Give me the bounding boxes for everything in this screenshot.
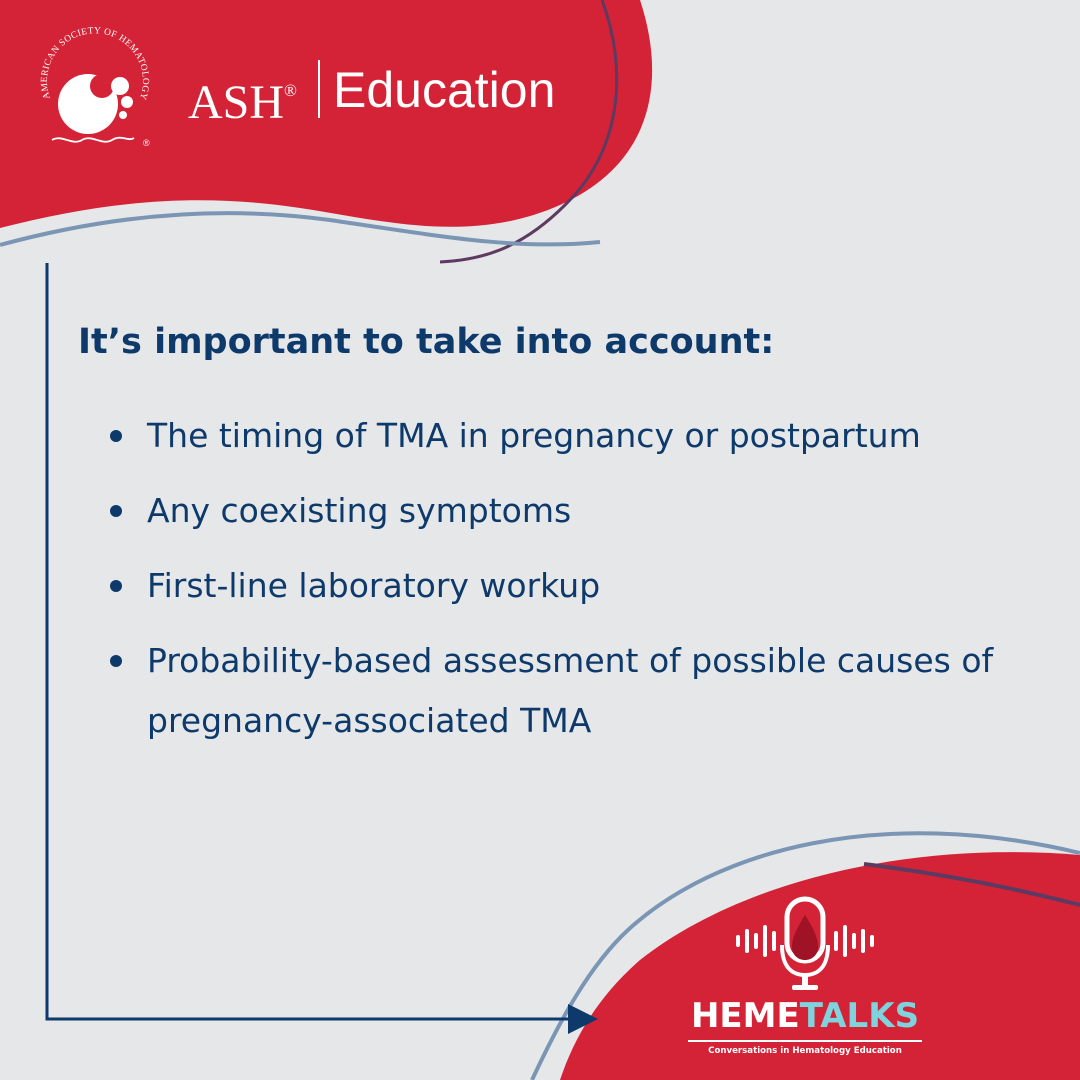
- brand-registered: ®: [284, 81, 297, 100]
- bullet-dot: [110, 655, 122, 667]
- brand-ash: ASH®: [188, 76, 297, 129]
- hemetalks-tagline: Conversations in Hematology Education: [708, 1046, 902, 1056]
- bullet-dot: [110, 505, 122, 517]
- blood-drop-icon: [792, 915, 818, 960]
- brand-education: Education: [333, 62, 556, 118]
- brand-divider: [318, 60, 320, 118]
- bullet-list: [110, 406, 1050, 766]
- hemetalks-rule: [688, 1040, 922, 1042]
- hemetalks-logo: [680, 895, 930, 1065]
- microphone-blood-drop-icon: [730, 895, 880, 995]
- bullet-item: [110, 481, 1050, 541]
- bullet-dot: [110, 430, 122, 442]
- bullet-text: First-line laboratory workup: [147, 566, 601, 605]
- dna-strand-icon: [52, 138, 134, 142]
- bullet-item: [110, 406, 1050, 466]
- heading: It’s important to take into account:: [78, 322, 775, 362]
- registered-mark: ®: [143, 138, 150, 148]
- ash-seal-logo: [36, 26, 154, 154]
- bullet-text: The timing of TMA in pregnancy or postpartum: [147, 416, 921, 455]
- logo-ring-text: AMERICAN SOCIETY OF HEMATOLOGY: [39, 26, 151, 102]
- bullet-item: [110, 556, 1050, 616]
- bullet-text: Any coexisting symptoms: [147, 491, 572, 530]
- bullet-text: Probability-based assessment of possible causes of pregnancy-associated TMA: [147, 641, 994, 740]
- bullet-dot: [110, 580, 122, 592]
- bullet-item: [110, 631, 1050, 751]
- hemetalks-title: HEMETALKS: [690, 996, 920, 1036]
